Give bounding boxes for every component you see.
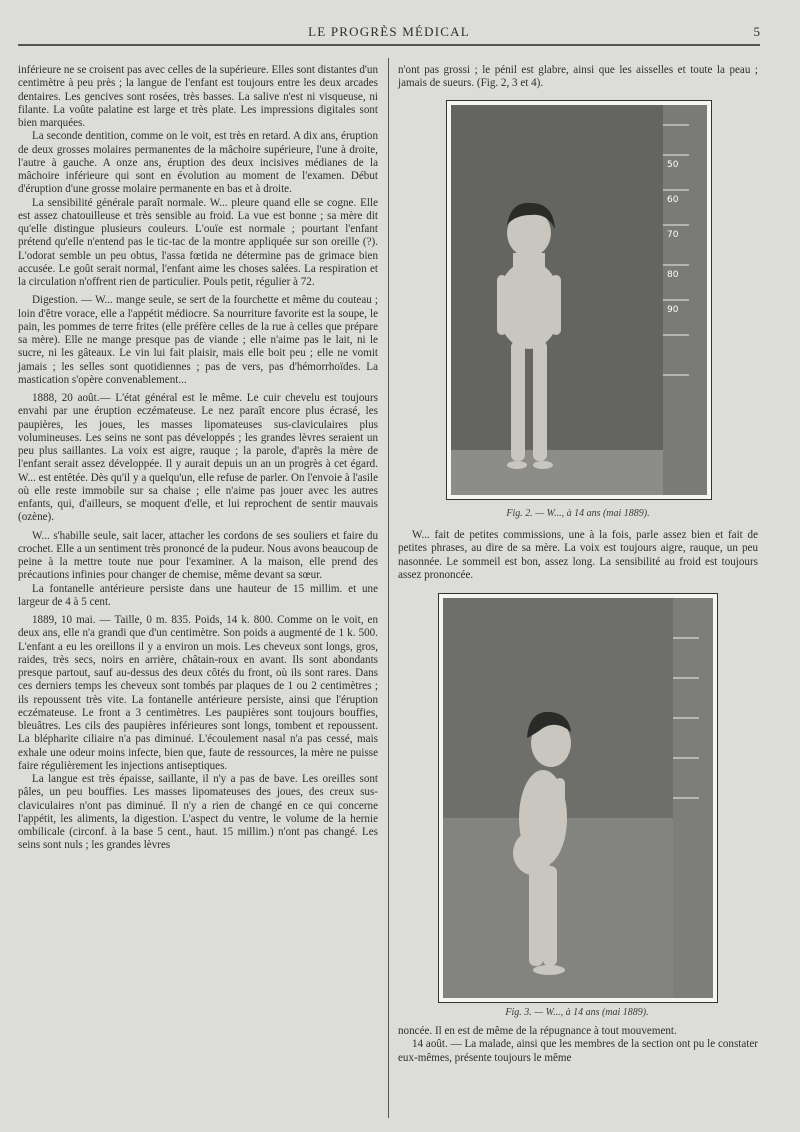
- ruler-label: 90: [667, 305, 679, 315]
- paragraph: Digestion. — W... mange seule, se sert de la fourchette et même du couteau ; loin d'être vorace, elle a l'appétit médiocre. Sa nourriture favorite est la soupe, le pain, les pommes de terre frites (elle préfère celles de la rue à celles que prépare sa mère). Elle ne mange presque pas de viande ; elle n'aime pas le lait, ni le sucre, ni les gâteaux. Le vin lui fait plaisir, mais elle boit peu ; elle ne vomit jamais ; les selles sont quotidiennes ; pas de vers, pas d'hémorrhoïdes. La mastication s'opère convenablement...: [18, 294, 378, 386]
- right-column-middle: [398, 529, 758, 582]
- paragraph: La seconde dentition, comme on le voit, est très en retard. A dix ans, éruption de deux grosses molaires permanentes de la mâchoire supérieure, l'une à droite, l'autre à gauche. A onze ans, éruption des deux incisives médianes de la mâchoire inférieure qui sont en évolution au moment de l'examen. Début d'éruption d'une grosse molaire permanente en bas et à droite.: [18, 130, 378, 196]
- paragraph: 1889, 10 mai. — Taille, 0 m. 835. Poids, 14 k. 800. Comme on le voit, en deux ans, elle n'a grandi que d'un centimètre. Son poids a augmenté de 1 k. 500. L'enfant a eu les oreillons il y a environ un mois. Les cheveux sont longs, gros, raides, très secs, noirs en arrière, châtain-roux en avant. Ils sont abondants presque partout, sauf au-dessus des deux côtés du front, où ils sont rares. Dans ces derniers temps les cheveux sont tombés par plaques de 1 ou 2 centimètres ; ils repoussent très vite. La fontanelle antérieure persiste, ainsi que l'éruption eczémateuse. Le front a 3 centimètres. Les paupières sont toujours bouffies, bleuâtres. Les cils des paupières inférieures sont longs, tombent et repoussent. La blépharite ciliaire n'a pas diminué. L'écoulement nasal n'a pas cessé, mais exhale une odeur moins infecte, bien que, faute de ressources, la mère ne puisse faire régulièrement les injections antiseptiques.: [18, 614, 378, 772]
- figure-2-photo: [446, 100, 712, 500]
- paragraph: 14 août. — La malade, ainsi que les membres de la section ont pu le constater eux-mêmes, présente toujours le même: [398, 1038, 758, 1064]
- child-front-photo: [451, 105, 707, 495]
- paragraph: La langue est très épaisse, saillante, il n'y a pas de bave. Les oreilles sont pâles, un peu bouffies. Les masses lipomateuses des joues, des creux sus-claviculaires n'ont pas diminué. Il n'y a rien de changé en ce qui concerne l'appétit, les aliments, la digestion. L'aspect du ventre, le volume de la hernie ombilicale (circonf. à la base 5 cent., haut. 15 millim.) n'ont pas changé. Les seins sont nuls ; les grandes lèvres: [18, 773, 378, 852]
- ruler-label: 50: [667, 160, 679, 170]
- paragraph: W... s'habille seule, sait lacer, attacher les cordons de ses souliers et faire du crochet. Elle a un sentiment très prononcé de la pudeur. Nous avons beaucoup de peine à la mettre toute nue pour l'examiner. A la maison, elle prend des précautions infinies pour changer de chemise, même devant sa sœur.: [18, 529, 378, 582]
- running-header: [18, 22, 760, 46]
- paragraph: W... fait de petites commissions, une à la fois, parle assez bien et fait de petites phrases, au dire de sa mère. La voix est toujours aigre, rauque, un peu nasonnée. Le sommeil est bon, assez long. La sensibilité au froid est toujours assez prononcée.: [398, 529, 758, 581]
- column-divider: [388, 58, 389, 1118]
- paragraph: La fontanelle antérieure persiste dans une hauteur de 15 millim. et une largeur de 4 à 5 cent.: [18, 582, 378, 608]
- paragraph: La sensibilité générale paraît normale. W... pleure quand elle se cogne. Elle est assez chatouilleuse et très sensible au froid. La vue est bonne ; sa mère dit qu'elle distingue plusieurs couleurs. L'ouïe est normale ; pourtant l'enfant prétend qu'elle n'entend pas le tic-tac de la montre appliquée sur son oreille (?). L'odorat semble un peu obtus, l'assa fœtida ne détermine pas de grimace bien accusée. Le goût serait normal, l'enfant aime les choses salées. La respiration et la circulation n'offrent rien de particulier. Pouls petit, régulier à 72.: [18, 196, 378, 288]
- figure-2-caption: Fig. 2. — W..., à 14 ans (mai 1889).: [506, 508, 650, 519]
- ruler-label: 60: [667, 195, 679, 205]
- paragraph: 1888, 20 août.— L'état général est le même. Le cuir chevelu est toujours envahi par une éruption eczémateuse. Le nez paraît encore plus écrasé, les paupières, les joues, les masses lipomateuses sus-claviculaires plus volumineuses. Les seins ne sont pas développés ; les grandes lèvres seraient un peu plus saillantes. La voix est aigre, rauque ; la parole, d'après la mère de l'enfant serait assez développée. Il y aurait depuis un an un progrès à cet égard. W... est entêtée. Dès qu'il y a quelqu'un, elle refuse de parler. On l'envoie à l'asile où elle reste immobile sur sa chaise ; elle n'aime pas jouer avec les autres enfants, qui, d'ailleurs, se moquent d'elle, et lui reprochent de sentir mauvais (ozène).: [18, 392, 378, 524]
- paragraph: n'ont pas grossi ; le pénil est glabre, ainsi que les aisselles et toute la peau ; jamais de sueurs. (Fig. 2, 3 et 4).: [398, 64, 758, 90]
- left-column: [18, 64, 378, 853]
- right-column-bottom: [398, 1025, 758, 1065]
- ruler-label: 80: [667, 270, 679, 280]
- page-number: 5: [753, 24, 760, 39]
- figure-3-caption: Fig. 3. — W..., à 14 ans (mai 1889).: [505, 1007, 649, 1018]
- paragraph: noncée. Il en est de même de la répugnance à tout mouvement.: [398, 1025, 677, 1037]
- paragraph: inférieure ne se croisent pas avec celles de la supérieure. Elles sont distantes d'un centimètre à peu près ; la langue de l'enfant est toujours entre les deux arcades dentaires. Les gencives sont rosées, très basses. La salive n'est ni visqueuse, ni filante. La voûte palatine est large et très plate. Les impressions digitales sont bien marquées.: [18, 64, 378, 129]
- child-profile-photo: [443, 598, 713, 998]
- journal-title: LE PROGRÈS MÉDICAL: [308, 24, 470, 39]
- right-column-top: [398, 64, 758, 91]
- figure-3-photo: [438, 593, 718, 1003]
- ruler-label: 70: [667, 230, 679, 240]
